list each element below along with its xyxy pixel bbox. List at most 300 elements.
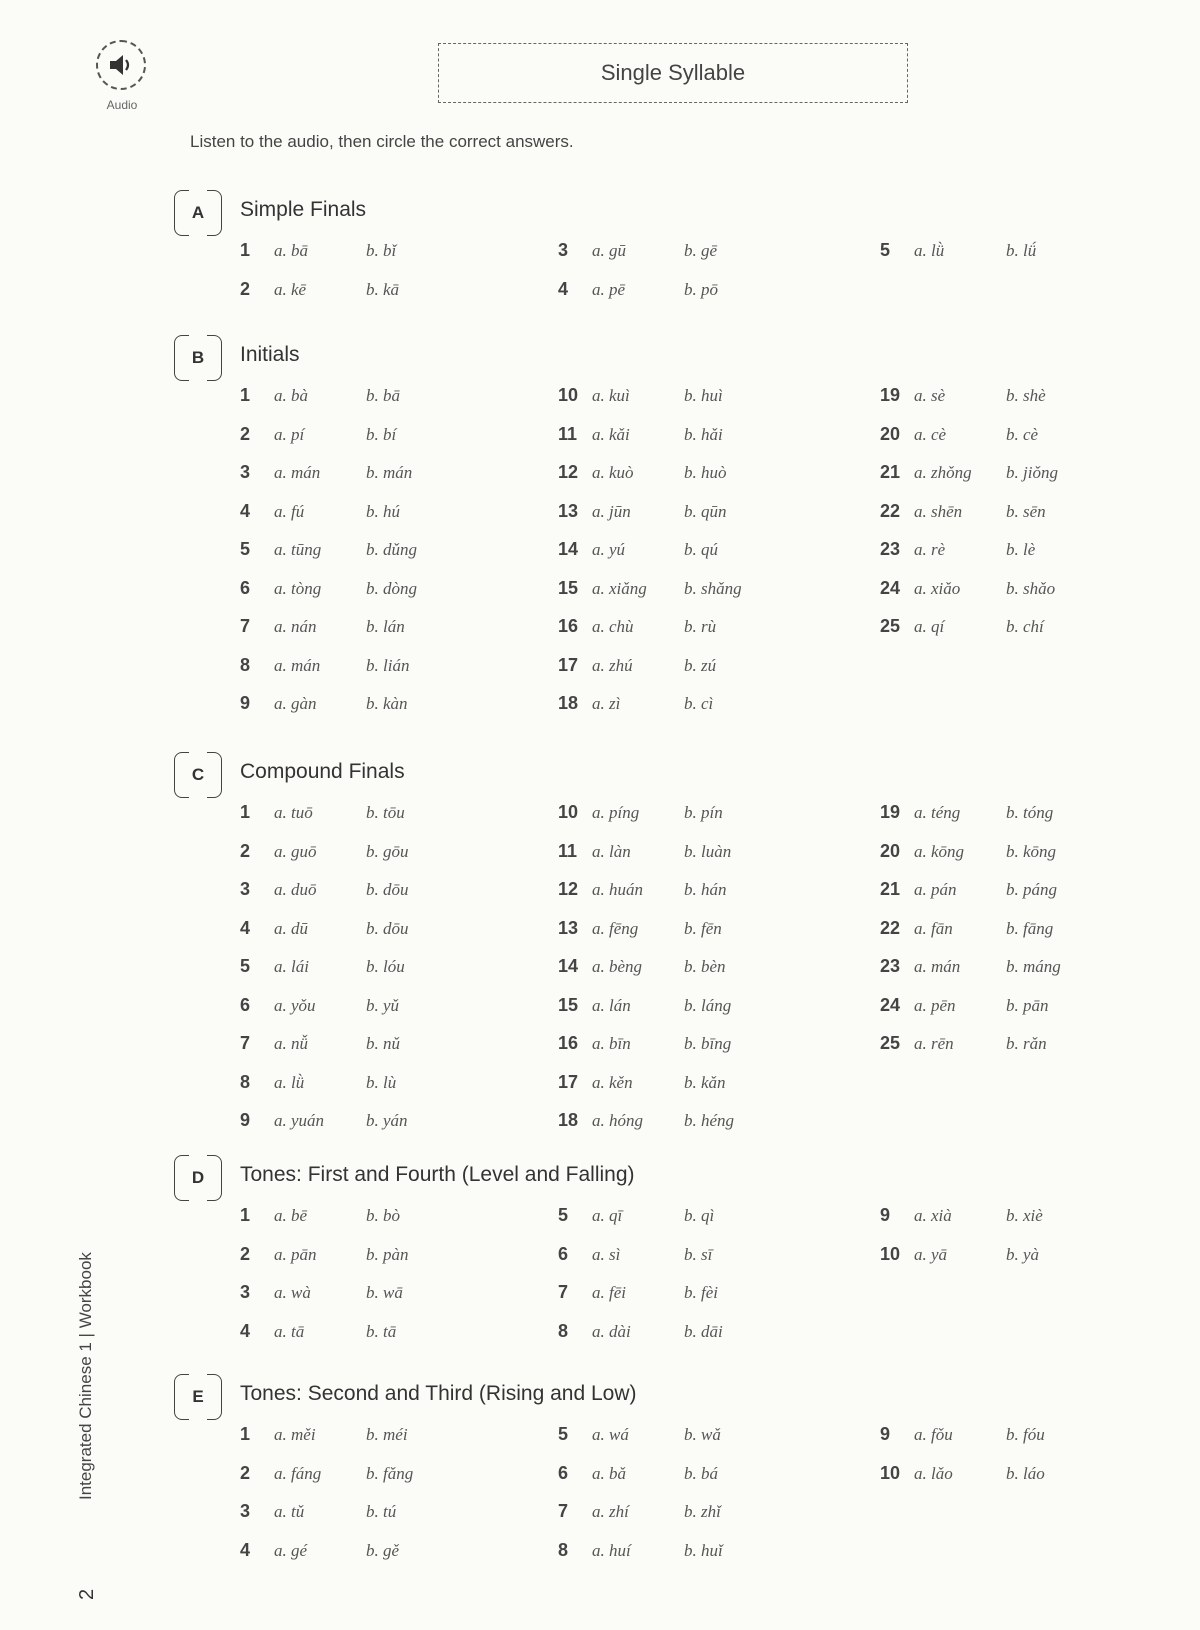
option-b[interactable]: b. bǐ: [366, 241, 397, 260]
option-b[interactable]: b. lián: [366, 655, 410, 675]
question-item: [558, 1205, 858, 1244]
question-number: 2: [240, 1243, 251, 1264]
question-number: 13: [558, 917, 579, 938]
question-item: [880, 240, 1180, 279]
question-number: 21: [880, 879, 901, 899]
option-a[interactable]: a. wà: [274, 1283, 311, 1302]
option-b[interactable]: b. bā: [366, 386, 400, 405]
option-b[interactable]: b. kàn: [366, 694, 408, 713]
question-item: [240, 1205, 540, 1244]
option-b[interactable]: b. huì: [684, 386, 723, 405]
question-item: [240, 501, 540, 540]
question-item: [240, 802, 540, 841]
question-number: 7: [240, 616, 251, 636]
question-item: [240, 539, 540, 578]
question-item: [558, 1321, 858, 1360]
option-b[interactable]: b. huǐ: [684, 1540, 723, 1560]
option-b[interactable]: b. fèi: [684, 1283, 718, 1302]
option-b[interactable]: b. wā: [366, 1283, 403, 1302]
question-item: [240, 1463, 540, 1502]
question-number: 2: [240, 423, 251, 444]
question-item: [558, 279, 858, 318]
question-item: [558, 462, 858, 501]
option-a[interactable]: a. bā: [274, 241, 308, 260]
instructions: Listen to the audio, then circle the correct answers.: [190, 132, 574, 151]
question-item: [240, 462, 540, 501]
question-item: [240, 995, 540, 1034]
question-item: [240, 578, 540, 617]
question-number: 9: [880, 1205, 891, 1225]
option-b[interactable]: b. kǎn: [684, 1072, 726, 1092]
option-b[interactable]: b. lǘ: [1006, 241, 1037, 260]
question-number: 22: [880, 500, 901, 521]
option-a[interactable]: a. fǒu: [914, 1425, 953, 1444]
option-a[interactable]: a. gé: [274, 1540, 308, 1560]
question-number: 14: [558, 956, 579, 976]
question-number: 11: [558, 840, 578, 861]
option-b[interactable]: b. cì: [684, 694, 714, 713]
option-b[interactable]: b. cè: [1006, 424, 1039, 444]
option-a[interactable]: a. lǜ: [914, 241, 945, 260]
question-item: [880, 879, 1180, 918]
option-b[interactable]: b. máng: [1006, 957, 1061, 976]
option-a[interactable]: a. tòng: [274, 578, 322, 598]
option-a[interactable]: a. bē: [274, 1206, 308, 1225]
option-a[interactable]: a. làn: [592, 841, 631, 861]
option-b[interactable]: b. tōu: [366, 803, 405, 822]
question-number: 17: [558, 654, 579, 675]
option-b[interactable]: b. bá: [684, 1463, 718, 1483]
question-number: 24: [880, 994, 901, 1015]
option-a[interactable]: a. lǜ: [274, 1072, 305, 1092]
question-number: 11: [558, 423, 578, 444]
question-number: 9: [240, 1110, 251, 1130]
option-b[interactable]: b. bīng: [684, 1034, 732, 1053]
option-a[interactable]: a. pān: [274, 1244, 317, 1264]
option-b[interactable]: b. lán: [366, 617, 405, 636]
speaker-icon: [107, 52, 135, 78]
option-b[interactable]: b. luàn: [684, 841, 732, 861]
option-b[interactable]: b. lóu: [366, 957, 405, 976]
question-number: 25: [880, 616, 901, 636]
option-a[interactable]: a. tǔ: [274, 1502, 305, 1521]
question-column: [240, 385, 540, 732]
option-b[interactable]: b. zhǐ: [684, 1502, 721, 1521]
option-a[interactable]: a. kuì: [592, 386, 630, 405]
question-item: [240, 1110, 540, 1149]
question-number: 20: [880, 840, 901, 861]
question-number: 4: [240, 917, 251, 938]
option-b[interactable]: b. kōng: [1006, 841, 1057, 861]
option-a[interactable]: a. tuō: [274, 803, 313, 822]
section-letter-badge: C: [174, 752, 222, 798]
option-a[interactable]: a. bèng: [592, 957, 643, 976]
section-title: Initials: [240, 343, 300, 366]
option-b[interactable]: b. fóu: [1006, 1425, 1045, 1444]
option-a[interactable]: a. cè: [914, 424, 947, 444]
page-number: 2: [76, 1588, 98, 1600]
question-item: [240, 1072, 540, 1111]
option-b[interactable]: b. nǔ: [366, 1034, 400, 1053]
option-a[interactable]: a. zhú: [592, 655, 633, 675]
question-item: [558, 240, 858, 279]
option-a[interactable]: a. dū: [274, 918, 308, 938]
question-number: 9: [240, 693, 251, 713]
option-a[interactable]: a. fú: [274, 501, 305, 521]
option-a[interactable]: a. mán: [914, 957, 961, 976]
question-number: 5: [240, 539, 251, 559]
question-item: [558, 501, 858, 540]
question-column: [240, 802, 540, 1149]
question-number: 3: [240, 462, 251, 482]
option-a[interactable]: a. xiǎo: [914, 578, 961, 598]
option-b[interactable]: b. qūn: [684, 501, 727, 521]
question-item: [558, 1244, 858, 1283]
option-b[interactable]: b. fāng: [1006, 918, 1054, 938]
question-number: 18: [558, 693, 579, 713]
question-column: [558, 802, 858, 1149]
option-b[interactable]: b. hán: [684, 880, 727, 899]
option-a[interactable]: a. duō: [274, 880, 317, 899]
question-number: 19: [880, 802, 901, 822]
question-column: [558, 1424, 858, 1578]
option-b[interactable]: b. wǎ: [684, 1425, 721, 1444]
option-a[interactable]: a. kuò: [592, 463, 634, 482]
option-a[interactable]: a. tā: [274, 1321, 305, 1341]
question-item: [240, 879, 540, 918]
option-a[interactable]: a. pán: [914, 880, 957, 899]
question-item: [240, 424, 540, 463]
question-number: 10: [558, 802, 579, 822]
question-item: [558, 841, 858, 880]
question-number: 10: [558, 385, 579, 405]
question-item: [558, 802, 858, 841]
option-a[interactable]: a. fēng: [592, 918, 639, 938]
question-item: [558, 693, 858, 732]
question-number: 12: [558, 462, 579, 482]
option-a[interactable]: a. mán: [274, 655, 321, 675]
option-a[interactable]: a. pē: [592, 279, 626, 299]
question-item: [240, 385, 540, 424]
question-number: 3: [240, 879, 251, 899]
question-item: [240, 655, 540, 694]
option-b[interactable]: b. lù: [366, 1072, 397, 1092]
option-b[interactable]: b. shǎng: [684, 578, 742, 598]
question-number: 16: [558, 616, 579, 636]
option-b[interactable]: b. láng: [684, 995, 732, 1015]
question-item: [880, 578, 1180, 617]
question-number: 6: [240, 994, 251, 1015]
question-number: 9: [880, 1424, 891, 1444]
option-a[interactable]: a. tūng: [274, 540, 322, 559]
question-item: [240, 956, 540, 995]
question-column: [880, 240, 1180, 279]
option-b[interactable]: b. méi: [366, 1425, 408, 1444]
option-b[interactable]: b. sī: [684, 1244, 713, 1264]
option-a[interactable]: a. lǎo: [914, 1463, 953, 1483]
question-number: 14: [558, 539, 579, 559]
question-number: 16: [558, 1033, 579, 1053]
question-item: [558, 918, 858, 957]
option-a[interactable]: a. lái: [274, 957, 309, 976]
option-a[interactable]: a. chù: [592, 617, 634, 636]
option-a[interactable]: a. lán: [592, 995, 631, 1015]
question-number: 19: [880, 385, 901, 405]
question-column: [558, 385, 858, 732]
question-item: [880, 1244, 1180, 1283]
option-a[interactable]: a. dài: [592, 1321, 631, 1341]
option-b[interactable]: b. fǎng: [366, 1463, 414, 1483]
question-item: [880, 1033, 1180, 1072]
option-b[interactable]: b. chí: [1006, 617, 1044, 636]
question-item: [240, 1244, 540, 1283]
option-b[interactable]: b. hǎi: [684, 424, 723, 444]
question-item: [558, 424, 858, 463]
question-number: 4: [240, 1539, 251, 1560]
option-a[interactable]: a. huí: [592, 1540, 631, 1560]
question-number: 3: [240, 1501, 251, 1521]
question-number: 18: [558, 1110, 579, 1130]
question-number: 4: [240, 500, 251, 521]
question-item: [558, 1463, 858, 1502]
option-a[interactable]: a. xià: [914, 1206, 952, 1225]
question-item: [558, 655, 858, 694]
question-item: [240, 279, 540, 318]
option-a[interactable]: a. téng: [914, 803, 961, 822]
question-item: [240, 1501, 540, 1540]
question-item: [240, 1540, 540, 1579]
question-number: 8: [558, 1320, 569, 1341]
option-a[interactable]: a. pí: [274, 424, 305, 444]
question-number: 1: [240, 1205, 251, 1225]
option-b[interactable]: b. huò: [684, 463, 727, 482]
option-b[interactable]: b. héng: [684, 1111, 735, 1130]
option-a[interactable]: a. mán: [274, 463, 321, 482]
option-b[interactable]: b. rǎn: [1006, 1034, 1047, 1053]
option-b[interactable]: b. yán: [366, 1111, 408, 1130]
question-item: [558, 879, 858, 918]
question-number: 13: [558, 500, 579, 521]
option-b[interactable]: b. tú: [366, 1502, 397, 1521]
option-a[interactable]: a. rēn: [914, 1034, 954, 1053]
option-b[interactable]: b. pín: [684, 803, 723, 822]
question-number: 4: [558, 278, 569, 299]
question-number: 25: [880, 1033, 901, 1053]
option-a[interactable]: a. sè: [914, 386, 946, 405]
question-number: 8: [558, 1539, 569, 1560]
option-b[interactable]: b. fēn: [684, 918, 722, 938]
option-a[interactable]: a. kěn: [592, 1072, 633, 1092]
option-b[interactable]: b. dōu: [366, 918, 409, 938]
question-column: [558, 1205, 858, 1359]
option-b[interactable]: b. kā: [366, 279, 400, 299]
question-item: [880, 918, 1180, 957]
option-a[interactable]: a. sì: [592, 1244, 621, 1264]
question-item: [240, 240, 540, 279]
question-number: 12: [558, 879, 579, 899]
question-number: 6: [558, 1243, 569, 1264]
option-a[interactable]: a. nǚ: [274, 1034, 308, 1053]
option-a[interactable]: a. kē: [274, 279, 307, 299]
option-a[interactable]: a. gū: [592, 241, 626, 260]
option-b[interactable]: b. zú: [684, 655, 717, 675]
question-item: [558, 995, 858, 1034]
question-item: [240, 841, 540, 880]
option-a[interactable]: a. rè: [914, 540, 946, 559]
option-a[interactable]: a. hóng: [592, 1111, 643, 1130]
question-column: [240, 1205, 540, 1359]
option-b[interactable]: b. gē: [684, 241, 718, 260]
option-b[interactable]: b. mán: [366, 463, 413, 482]
option-b[interactable]: b. dǔng: [366, 540, 417, 559]
question-number: 10: [880, 1462, 901, 1483]
option-a[interactable]: a. yú: [592, 540, 626, 559]
option-a[interactable]: a. yā: [914, 1244, 948, 1264]
question-number: 7: [558, 1282, 569, 1302]
option-b[interactable]: b. dāi: [684, 1321, 723, 1341]
question-number: 8: [240, 654, 251, 675]
question-item: [880, 539, 1180, 578]
question-item: [558, 1033, 858, 1072]
option-a[interactable]: a. qí: [914, 617, 945, 636]
option-a[interactable]: a. fáng: [274, 1463, 322, 1483]
option-a[interactable]: a. guō: [274, 841, 317, 861]
option-a[interactable]: a. wá: [592, 1425, 629, 1444]
option-a[interactable]: a. yǒu: [274, 995, 316, 1015]
option-a[interactable]: a. yuán: [274, 1111, 325, 1130]
question-item: [880, 1205, 1180, 1244]
option-b[interactable]: b. lè: [1006, 540, 1036, 559]
question-item: [558, 1072, 858, 1111]
section-letter-badge: B: [174, 335, 222, 381]
option-b[interactable]: b. bí: [366, 424, 397, 444]
option-b[interactable]: b. yà: [1006, 1244, 1040, 1264]
option-b[interactable]: b. qì: [684, 1206, 715, 1225]
option-a[interactable]: a. bīn: [592, 1034, 631, 1053]
question-item: [240, 1424, 540, 1463]
option-b[interactable]: b. láo: [1006, 1463, 1045, 1483]
question-item: [880, 841, 1180, 880]
option-a[interactable]: a. měi: [274, 1425, 316, 1444]
question-number: 2: [240, 840, 251, 861]
option-a[interactable]: a. kǎi: [592, 424, 630, 444]
option-a[interactable]: a. zhǒng: [914, 463, 972, 482]
option-a[interactable]: a. zhí: [592, 1502, 629, 1521]
section-title: Simple Finals: [240, 198, 367, 221]
option-b[interactable]: b. yǔ: [366, 995, 400, 1015]
option-b[interactable]: b. jiǒng: [1006, 463, 1058, 482]
audio-icon[interactable]: [96, 40, 146, 90]
question-item: [558, 1540, 858, 1579]
option-a[interactable]: a. píng: [592, 803, 640, 822]
question-number: 5: [880, 240, 891, 260]
question-number: 1: [240, 802, 251, 822]
question-item: [558, 1501, 858, 1540]
option-a[interactable]: a. huán: [592, 880, 643, 899]
option-a[interactable]: a. pēn: [914, 995, 956, 1015]
option-b[interactable]: b. shè: [1006, 386, 1046, 405]
question-item: [880, 802, 1180, 841]
question-number: 23: [880, 956, 901, 976]
option-b[interactable]: b. rù: [684, 617, 717, 636]
option-a[interactable]: a. zì: [592, 694, 621, 713]
option-b[interactable]: b. pàn: [366, 1244, 409, 1264]
question-item: [880, 501, 1180, 540]
question-number: 8: [240, 1071, 251, 1092]
option-a[interactable]: a. qī: [592, 1206, 623, 1225]
option-b[interactable]: b. gě: [366, 1540, 400, 1560]
question-item: [240, 1282, 540, 1321]
question-item: [880, 424, 1180, 463]
question-item: [558, 385, 858, 424]
section-letter-badge: E: [174, 1374, 222, 1420]
question-number: 24: [880, 577, 901, 598]
option-b[interactable]: b. bò: [366, 1206, 400, 1225]
question-item: [240, 918, 540, 957]
option-a[interactable]: a. nán: [274, 617, 317, 636]
option-b[interactable]: b. qú: [684, 540, 718, 559]
question-item: [880, 385, 1180, 424]
option-b[interactable]: b. bèn: [684, 957, 726, 976]
question-column: [880, 802, 1180, 1072]
question-item: [558, 539, 858, 578]
question-number: 5: [558, 1424, 569, 1444]
question-number: 2: [240, 1462, 251, 1483]
question-item: [240, 693, 540, 732]
question-item: [558, 956, 858, 995]
option-b[interactable]: b. páng: [1006, 880, 1057, 899]
question-column: [558, 240, 858, 317]
question-number: 15: [558, 577, 579, 598]
option-a[interactable]: a. gàn: [274, 694, 317, 713]
question-item: [558, 1424, 858, 1463]
page-title: Single Syllable: [438, 43, 908, 103]
option-b[interactable]: b. tā: [366, 1321, 397, 1341]
option-b[interactable]: b. gōu: [366, 841, 409, 861]
option-a[interactable]: a. bà: [274, 386, 308, 405]
option-a[interactable]: a. kōng: [914, 841, 965, 861]
question-column: [240, 240, 540, 317]
option-a[interactable]: a. fān: [914, 918, 953, 938]
option-a[interactable]: a. shēn: [914, 501, 963, 521]
option-a[interactable]: a. xiǎng: [592, 578, 647, 598]
section-title: Compound Finals: [240, 760, 405, 783]
option-a[interactable]: a. fēi: [592, 1283, 626, 1302]
question-number: 5: [240, 956, 251, 976]
option-b[interactable]: b. dòng: [366, 578, 417, 598]
option-b[interactable]: b. shǎo: [1006, 578, 1056, 598]
section-letter-badge: A: [174, 190, 222, 236]
question-number: 7: [558, 1501, 569, 1521]
option-b[interactable]: b. pō: [684, 279, 718, 299]
question-number: 15: [558, 994, 579, 1015]
question-item: [240, 1033, 540, 1072]
option-b[interactable]: b. dōu: [366, 880, 409, 899]
option-a[interactable]: a. bǎ: [592, 1463, 626, 1483]
question-item: [880, 462, 1180, 501]
option-b[interactable]: b. sēn: [1006, 501, 1046, 521]
section-letter-badge: D: [174, 1155, 222, 1201]
option-a[interactable]: a. jūn: [592, 501, 631, 521]
option-b[interactable]: b. hú: [366, 501, 400, 521]
question-column: [240, 1424, 540, 1578]
option-b[interactable]: b. pān: [1006, 995, 1049, 1015]
question-item: [558, 578, 858, 617]
question-number: 23: [880, 539, 901, 559]
question-item: [240, 1321, 540, 1360]
option-b[interactable]: b. xiè: [1006, 1206, 1043, 1225]
option-b[interactable]: b. tóng: [1006, 803, 1054, 822]
